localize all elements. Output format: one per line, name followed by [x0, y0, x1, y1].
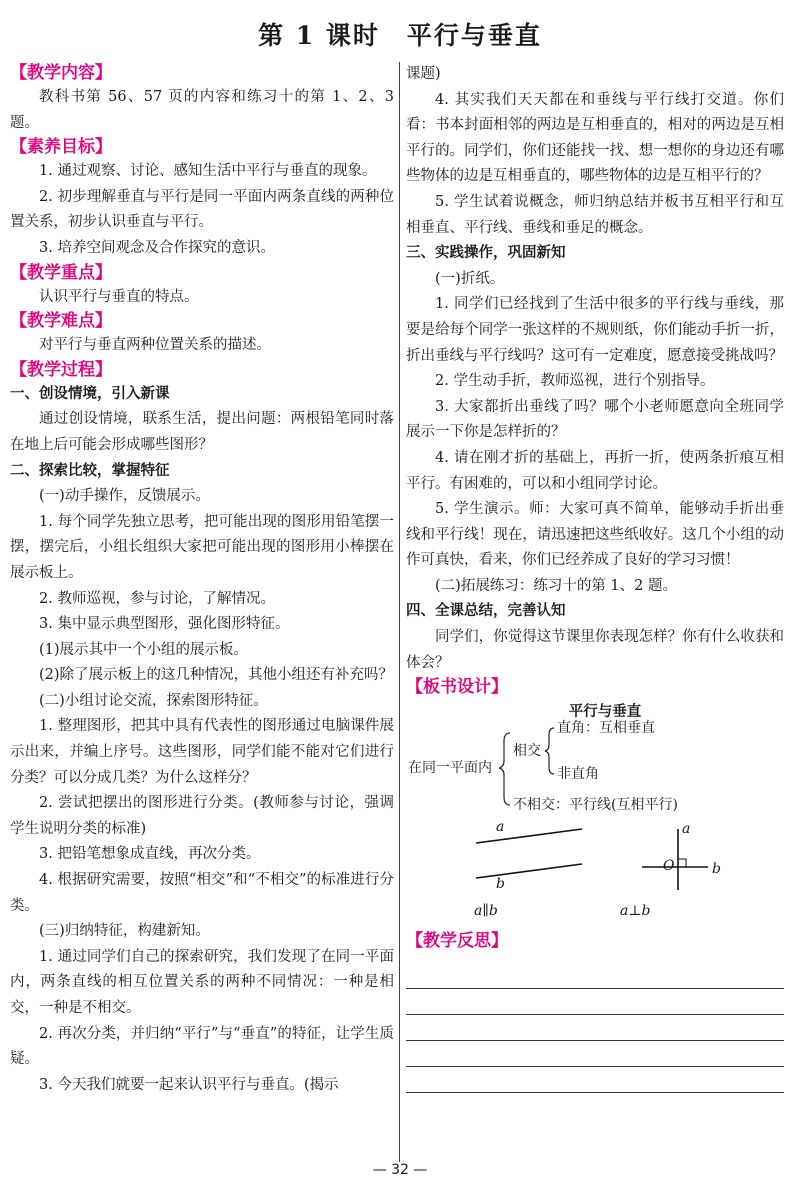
reflection-lines — [406, 963, 784, 1093]
caption-perpendicular: a⊥b — [620, 903, 651, 920]
section-heading-difficult: 【教学难点】 — [10, 311, 112, 332]
paragraph: (2)除了展示板上的这几种情况，其他小组还有补充吗？ — [39, 667, 394, 684]
paragraph: (三)归纳特征，构建新知。 — [39, 923, 210, 940]
label-a-parallel: a — [496, 819, 505, 836]
right-angle-mark — [678, 859, 686, 867]
paragraph: 3. 大家都折出垂线了吗？哪个小老师愿意向全班同学展示一下你是怎样折的？ — [406, 398, 784, 441]
paragraph: 5. 学生试着说概念，师归纳总结并板书互相平行和互相垂直、平行线、垂线和垂足的概念。 — [406, 193, 784, 236]
paragraph: 3. 今天我们就要一起来认识平行与垂直。(揭示 — [39, 1076, 339, 1093]
paragraph: 1. 每个同学先独立思考，把可能出现的图形用铅笔摆一摆，摆完后，小组长组织大家把可能出现的图形用小棒摆在展示板上。 — [10, 513, 394, 581]
section-heading-board: 【板书设计】 — [406, 677, 508, 698]
section-heading-content: 【教学内容】 — [10, 63, 112, 83]
board-title: 平行与垂直 — [568, 704, 642, 721]
continued-text: 课题) — [406, 66, 441, 82]
goal-1: 1. 通过观察、讨论、感知生活中平行与垂直的现象。 — [39, 163, 377, 180]
column-divider — [399, 62, 400, 1162]
section-heading-reflect: 【教学反思】 — [406, 931, 508, 952]
paragraph: 同学们，你觉得这节课里你表现怎样？你有什么收获和体会？ — [406, 629, 784, 671]
paragraph: (1)展示其中一个小组的展示板。 — [39, 641, 249, 658]
step-heading-1: 一、创设情境，引入新课 — [10, 385, 170, 402]
left-column — [10, 62, 394, 1098]
board-non-right: 非直角 — [557, 766, 599, 783]
paragraph: 2. 再次分类，并归纳“平行”与“垂直”的特征，让学生质疑。 — [10, 1025, 394, 1068]
paragraph: (二)小组讨论交流，探索图形特征。 — [39, 692, 268, 709]
line-b-parallel — [476, 864, 582, 878]
board-intersect: 相交 — [513, 743, 541, 760]
step-heading-3: 三、实践操作，巩固新知 — [406, 245, 566, 262]
paragraph: 1. 同学们已经找到了生活中很多的平行线与垂线，那要是给每个同学一张这样的不规则纸，你们能动手折一折，折出垂线与平行线吗？这可有一定难度，愿意接受挑战吗？ — [406, 296, 784, 364]
paragraph: 2. 尝试把摆出的图形进行分类。(教师参与讨论，强调学生说明分类的标准) — [10, 795, 394, 837]
label-b-perpendicular: b — [712, 861, 721, 878]
step-heading-4: 四、全课总结，完善认知 — [406, 603, 566, 620]
writing-line — [406, 963, 784, 989]
writing-line — [406, 1067, 784, 1093]
line-a-parallel — [476, 829, 582, 843]
paragraph: 3. 把铅笔想象成直线，再次分类。 — [39, 846, 261, 863]
section-heading-process: 【教学过程】 — [10, 359, 112, 380]
right-column — [406, 62, 784, 1093]
caption-parallel: a∥b — [474, 903, 498, 920]
paragraph: 4. 根据研究需要，按照“相交”和“不相交”的标准进行分类。 — [10, 872, 394, 914]
outer-brace — [499, 733, 510, 805]
label-a-perpendicular: a — [682, 821, 691, 838]
writing-line — [406, 989, 784, 1015]
board-root: 在同一平面内 — [408, 760, 492, 777]
goal-2: 2. 初步理解垂直与平行是同一平面内两条直线的两种位置关系，初步认识垂直与平行。 — [10, 188, 394, 231]
paragraph: (一)折纸。 — [435, 270, 505, 287]
paragraph: 2. 教师巡视，参与讨论，了解情况。 — [39, 590, 275, 607]
page-number: — 32 — — [372, 1162, 428, 1178]
goal-3: 3. 培养空间观念及合作探究的意识。 — [39, 239, 275, 256]
board-right-angle: 直角：互相垂直 — [557, 720, 655, 737]
step-heading-2: 二、探索比较，掌握特征 — [10, 462, 170, 479]
paragraph: 4. 其实我们天天都在和垂线与平行线打交道。你们看：书本封面相邻的两边是互相垂直的，相对的两边是互相平行的。同学们，你们还能找一找、想一想你的身边还有哪些物体的边是互相垂直的，哪些物体的边是互相平行的？ — [406, 91, 784, 185]
board-not-intersect: 不相交：平行线(互相平行) — [513, 797, 678, 814]
writing-line — [406, 1015, 784, 1041]
key-text: 认识平行与垂直的特点。 — [39, 288, 199, 305]
section-heading-goals: 【素养目标】 — [10, 137, 112, 158]
page-title: 第 1 课时 平行与垂直 — [258, 21, 542, 50]
inner-brace — [545, 728, 554, 774]
difficult-text: 对平行与垂直两种位置关系的描述。 — [39, 337, 271, 354]
paragraph: (二)拓展练习：练习十的第 1、2 题。 — [435, 577, 677, 594]
board-design — [406, 720, 784, 930]
paragraph: 5. 学生演示。师：大家可真不简单，能够动手折出垂线和平行线！现在，请迅速把这些纸收好。这几个小组的动作可真快，看来，你们已经养成了良好的学习习惯！ — [406, 501, 784, 569]
board-diagram — [406, 725, 784, 930]
label-b-parallel: b — [496, 876, 505, 893]
paragraph: 1. 整理图形，把其中具有代表性的图形通过电脑课件展示出来，并编上序号。这些图形，同学们能不能对它们进行分类？可以分成几类？为什么这样分？ — [10, 718, 394, 786]
paragraph: 3. 集中显示典型图形，强化图形特征。 — [39, 616, 290, 633]
paragraph: 4. 请在刚才折的基础上，再折一折，使两条折痕互相平行。有困难的，可以和小组同学讨论。 — [406, 449, 784, 492]
paragraph: 2. 学生动手折，教师巡视，进行个别指导。 — [435, 373, 715, 390]
content-text: 教科书第 56、57 页的内容和练习十的第 1、2、3 题。 — [10, 89, 394, 131]
writing-line — [406, 1041, 784, 1067]
section-heading-key: 【教学重点】 — [10, 262, 112, 283]
paragraph: 通过创设情境，联系生活，提出问题：两根铅笔同时落在地上后可能会形成哪些图形？ — [10, 411, 394, 453]
paragraph: (一)动手操作，反馈展示。 — [39, 488, 210, 505]
label-origin: O — [663, 858, 675, 875]
paragraph: 1. 通过同学们自己的探索研究，我们发现了在同一平面内，两条直线的相互位置关系的两种不同情况：一种是相交，一种是不相交。 — [10, 948, 394, 1016]
